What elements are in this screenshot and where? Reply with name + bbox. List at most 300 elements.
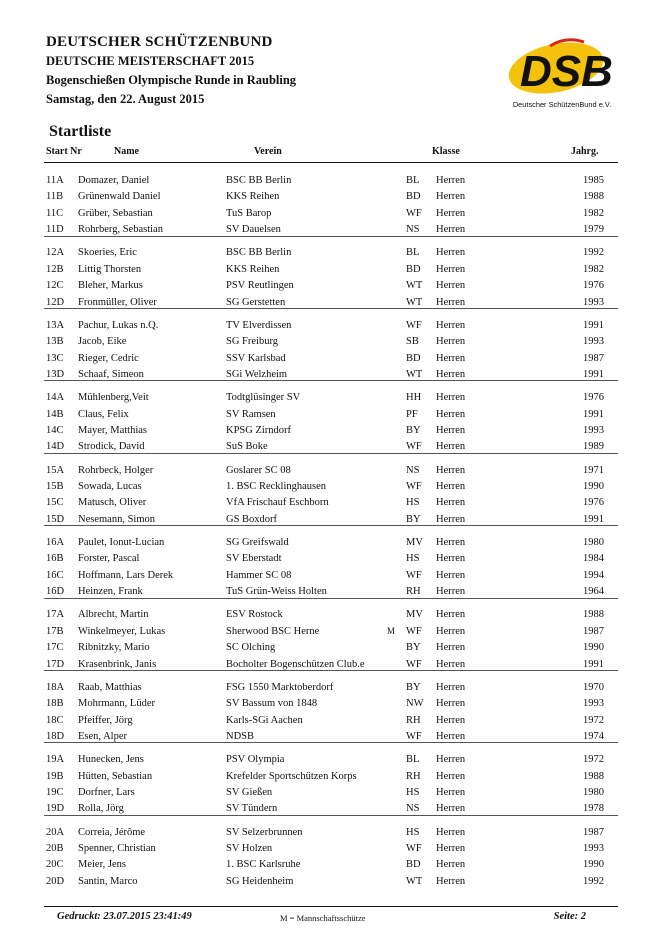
- state-association: WF: [406, 569, 422, 581]
- table-row: [0, 535, 665, 550]
- club-name: BSC BB Berlin: [226, 175, 292, 186]
- athlete-name: Matusch, Oliver: [78, 497, 147, 509]
- table-row: [0, 245, 665, 260]
- class: Herren: [436, 537, 466, 548]
- start-nr: 13C: [46, 352, 64, 364]
- event-date: Samstag, den 22. August 2015: [46, 92, 205, 106]
- col-header-verein: Verein: [254, 146, 282, 157]
- class: Herren: [436, 207, 466, 219]
- page-title: Startliste: [49, 123, 112, 140]
- birth-year: 1985: [583, 175, 604, 186]
- birth-year: 1984: [583, 553, 604, 565]
- start-nr: 13A: [46, 319, 65, 331]
- birth-year: 1972: [583, 714, 604, 726]
- athlete-name: Claus, Felix: [78, 408, 129, 420]
- table-row: [0, 479, 665, 494]
- state-association: PF: [406, 408, 418, 420]
- start-nr: 20D: [46, 875, 65, 887]
- club-name: SV Ramsen: [226, 408, 276, 420]
- club-name: KKS Reihen: [226, 191, 280, 203]
- table-row: [0, 769, 665, 784]
- table-row: [0, 607, 665, 622]
- start-nr: 17C: [46, 642, 64, 654]
- state-association: WF: [406, 207, 422, 219]
- start-nr: 18D: [46, 731, 65, 742]
- club-name: SV Holzen: [226, 843, 273, 854]
- birth-year: 1993: [583, 425, 604, 436]
- team-shooter-legend: M = Mannschaftsschütze: [280, 913, 366, 923]
- header-divider: [44, 162, 618, 163]
- col-header-start-nr: Start Nr: [46, 146, 82, 157]
- athlete-name: Heinzen, Frank: [78, 586, 143, 598]
- class: Herren: [436, 642, 466, 654]
- state-association: NW: [406, 698, 424, 710]
- club-name: TuS Barop: [226, 207, 272, 219]
- class: Herren: [436, 224, 466, 236]
- state-association: RH: [406, 770, 421, 782]
- start-nr: 11B: [46, 191, 64, 203]
- club-name: Hammer SC 08: [226, 569, 292, 581]
- birth-year: 1990: [583, 859, 604, 871]
- club-name: ESV Rostock: [226, 609, 283, 621]
- state-association: BY: [406, 513, 421, 525]
- athlete-name: Grüber, Sebastian: [78, 207, 153, 219]
- club-name: SV Tündern: [226, 803, 278, 815]
- athlete-name: Mohrmann, Lüder: [78, 698, 155, 710]
- class: Herren: [436, 586, 466, 598]
- birth-year: 1971: [583, 464, 604, 476]
- table-row: [0, 568, 665, 583]
- athlete-name: Dorfner, Lars: [78, 787, 135, 798]
- state-association: BD: [406, 263, 421, 275]
- birth-year: 1987: [583, 625, 604, 637]
- birth-year: 1991: [583, 369, 604, 380]
- start-nr: 16C: [46, 569, 64, 581]
- class: Herren: [436, 464, 466, 476]
- athlete-name: Rolla, Jörg: [78, 803, 124, 815]
- athlete-name: Ribnitzky, Mario: [78, 642, 150, 654]
- class: Herren: [436, 770, 466, 782]
- start-nr: 18A: [46, 681, 65, 693]
- athlete-name: Pachur, Lukas n.Q.: [78, 319, 159, 331]
- dsb-logo-mark: [506, 34, 618, 100]
- club-name: KPSG Zirndorf: [226, 425, 292, 436]
- start-nr: 19B: [46, 770, 64, 782]
- club-name: SC Olching: [226, 642, 276, 654]
- class: Herren: [436, 392, 466, 404]
- athlete-name: Forster, Pascal: [78, 553, 140, 565]
- birth-year: 1992: [583, 247, 604, 259]
- class: Herren: [436, 698, 466, 710]
- athlete-name: Grünenwald Daniel: [78, 191, 161, 203]
- athlete-name: Winkelmeyer, Lukas: [78, 625, 166, 637]
- table-row: [0, 495, 665, 510]
- class: Herren: [436, 408, 466, 420]
- start-nr: 17D: [46, 658, 65, 670]
- class: Herren: [436, 441, 466, 453]
- start-nr: 19A: [46, 754, 65, 766]
- start-nr: 14B: [46, 408, 64, 420]
- start-nr: 17A: [46, 609, 65, 621]
- club-name: Karls-SGi Aachen: [226, 714, 303, 726]
- state-association: RH: [406, 714, 421, 726]
- club-name: SG Heidenheim: [226, 875, 294, 887]
- club-name: SV Bassum von 1848: [226, 698, 318, 710]
- start-nr: 12B: [46, 263, 64, 275]
- class: Herren: [436, 191, 466, 203]
- state-association: BD: [406, 191, 421, 203]
- athlete-name: Rohrberg, Sebastian: [78, 224, 163, 236]
- start-nr: 19D: [46, 803, 65, 815]
- dsb-logo-subtitle: Deutscher SchützenBund e.V.: [512, 100, 612, 109]
- club-name: Goslarer SC 08: [226, 464, 291, 476]
- state-association: BD: [406, 352, 421, 364]
- athlete-name: Paulet, Ionut-Lucian: [78, 537, 165, 548]
- class: Herren: [436, 609, 466, 621]
- state-association: BY: [406, 642, 421, 654]
- birth-year: 1982: [583, 207, 604, 219]
- team-marker: M: [387, 625, 396, 636]
- class: Herren: [436, 247, 466, 259]
- state-association: BY: [406, 681, 421, 693]
- table-row: [0, 825, 665, 840]
- start-nr: 14D: [46, 441, 65, 453]
- birth-year: 1991: [583, 658, 604, 670]
- athlete-name: Strodick, David: [78, 441, 145, 453]
- table-row: [0, 696, 665, 711]
- birth-year: 1972: [583, 754, 604, 766]
- group-divider: [44, 742, 618, 743]
- athlete-name: Correia, Jérôme: [78, 826, 146, 838]
- table-row: [0, 680, 665, 695]
- start-nr: 16D: [46, 586, 65, 598]
- start-nr: 13B: [46, 336, 64, 348]
- start-nr: 20A: [46, 826, 65, 838]
- birth-year: 1976: [583, 392, 604, 404]
- birth-year: 1987: [583, 352, 604, 364]
- group-divider: [44, 598, 618, 599]
- table-row: [0, 640, 665, 655]
- club-name: Todtglüsinger SV: [226, 392, 301, 404]
- start-nr: 15C: [46, 497, 64, 509]
- birth-year: 1987: [583, 826, 604, 838]
- state-association: WF: [406, 625, 422, 637]
- start-nr: 13D: [46, 369, 65, 380]
- birth-year: 1988: [583, 609, 604, 621]
- class: Herren: [436, 369, 466, 380]
- birth-year: 1980: [583, 537, 604, 548]
- start-nr: 18C: [46, 714, 64, 726]
- table-row: [0, 874, 665, 889]
- athlete-name: Littig Thorsten: [78, 263, 142, 275]
- class: Herren: [436, 875, 466, 887]
- birth-year: 1992: [583, 875, 604, 887]
- club-name: VfA Frischauf Eschborn: [226, 497, 329, 509]
- birth-year: 1990: [583, 481, 604, 492]
- table-row: [0, 551, 665, 566]
- class: Herren: [436, 352, 466, 364]
- club-name: KKS Reihen: [226, 263, 280, 275]
- birth-year: 1970: [583, 681, 604, 693]
- class: Herren: [436, 787, 466, 798]
- class: Herren: [436, 553, 466, 565]
- athlete-name: Raab, Matthias: [78, 681, 142, 693]
- class: Herren: [436, 425, 466, 436]
- class: Herren: [436, 681, 466, 693]
- document-header: [46, 33, 296, 109]
- athlete-name: Bleher, Markus: [78, 280, 143, 292]
- table-row: [0, 206, 665, 221]
- athlete-name: Jacob, Eike: [78, 336, 127, 348]
- club-name: SV Eberstadt: [226, 553, 282, 565]
- club-name: BSC BB Berlin: [226, 247, 292, 259]
- birth-year: 1988: [583, 770, 604, 782]
- club-name: GS Boxdorf: [226, 513, 278, 525]
- event-title: Bogenschießen Olympische Runde in Raubling: [46, 73, 297, 87]
- start-nr: 20C: [46, 859, 64, 871]
- state-association: HS: [406, 787, 420, 798]
- state-association: NS: [406, 224, 420, 236]
- birth-year: 1993: [583, 843, 604, 854]
- club-name: 1. BSC Recklinghausen: [226, 481, 327, 492]
- club-name: SGi Welzheim: [226, 369, 288, 380]
- class: Herren: [436, 296, 466, 308]
- birth-year: 1993: [583, 698, 604, 710]
- class: Herren: [436, 843, 466, 854]
- birth-year: 1988: [583, 191, 604, 203]
- group-divider: [44, 380, 618, 381]
- birth-year: 1974: [583, 731, 604, 742]
- birth-year: 1978: [583, 803, 604, 815]
- page-number: Seite: 2: [553, 911, 586, 922]
- athlete-name: Schaaf, Simeon: [78, 369, 144, 380]
- dsb-logo-letters: DSB: [520, 47, 613, 96]
- class: Herren: [436, 497, 466, 509]
- class: Herren: [436, 336, 466, 348]
- class: Herren: [436, 731, 466, 742]
- group-divider: [44, 815, 618, 816]
- start-nr: 12C: [46, 280, 64, 292]
- state-association: MV: [406, 609, 423, 621]
- club-name: SV Selzerbrunnen: [226, 826, 303, 838]
- state-association: WT: [406, 369, 423, 380]
- class: Herren: [436, 319, 466, 331]
- state-association: WF: [406, 319, 422, 331]
- athlete-name: Meier, Jens: [78, 859, 126, 871]
- group-divider: [44, 525, 618, 526]
- club-name: SV Dauelsen: [226, 224, 281, 236]
- table-row: [0, 624, 665, 639]
- table-row: [0, 423, 665, 438]
- class: Herren: [436, 714, 466, 726]
- table-row: [0, 390, 665, 405]
- start-nr: 15A: [46, 464, 65, 476]
- group-divider: [44, 453, 618, 454]
- class: Herren: [436, 513, 466, 525]
- col-header-name: Name: [114, 146, 139, 157]
- state-association: MV: [406, 537, 423, 548]
- start-nr: 11D: [46, 224, 64, 236]
- athlete-name: Krasenbrink, Janis: [78, 658, 157, 670]
- table-row: [0, 713, 665, 728]
- club-name: SSV Karlsbad: [226, 352, 286, 364]
- state-association: BY: [406, 425, 421, 436]
- start-nr: 16B: [46, 553, 64, 565]
- state-association: HH: [406, 392, 422, 404]
- athlete-name: Rohrbeck, Holger: [78, 464, 154, 476]
- table-row: [0, 334, 665, 349]
- athlete-name: Nesemann, Simon: [78, 513, 155, 525]
- championship-title: DEUTSCHE MEISTERSCHAFT 2015: [46, 54, 255, 68]
- class: Herren: [436, 175, 466, 186]
- group-divider: [44, 236, 618, 237]
- start-nr: 11A: [46, 175, 64, 186]
- birth-year: 1980: [583, 787, 604, 798]
- start-nr: 11C: [46, 207, 64, 219]
- table-row: [0, 407, 665, 422]
- start-nr: 17B: [46, 625, 64, 637]
- state-association: NS: [406, 464, 420, 476]
- athlete-name: Hütten, Sebastian: [78, 770, 153, 782]
- club-name: 1. BSC Karlsruhe: [226, 859, 301, 871]
- birth-year: 1993: [583, 336, 604, 348]
- birth-year: 1982: [583, 263, 604, 275]
- athlete-name: Albrecht, Martin: [78, 609, 149, 621]
- state-association: WF: [406, 658, 422, 670]
- birth-year: 1991: [583, 513, 604, 525]
- state-association: BL: [406, 175, 420, 186]
- start-nr: 12D: [46, 296, 65, 308]
- club-name: Sherwood BSC Herne: [226, 625, 320, 637]
- club-name: PSV Olympia: [226, 754, 285, 766]
- start-nr: 14A: [46, 392, 65, 404]
- club-name: NDSB: [226, 731, 255, 742]
- class: Herren: [436, 658, 466, 670]
- dsb-logo: [506, 34, 618, 116]
- state-association: HS: [406, 826, 420, 838]
- athlete-name: Rieger, Cedric: [78, 352, 139, 364]
- start-nr: 14C: [46, 425, 64, 436]
- state-association: NS: [406, 803, 420, 815]
- birth-year: 1976: [583, 280, 604, 292]
- state-association: WT: [406, 280, 423, 292]
- state-association: BL: [406, 754, 420, 766]
- birth-year: 1993: [583, 296, 604, 308]
- class: Herren: [436, 754, 466, 766]
- state-association: RH: [406, 586, 421, 598]
- birth-year: 1990: [583, 642, 604, 654]
- athlete-name: Santin, Marco: [78, 875, 138, 887]
- class: Herren: [436, 569, 466, 581]
- club-name: SG Gerstetten: [226, 296, 286, 308]
- state-association: WF: [406, 441, 422, 453]
- state-association: WF: [406, 731, 422, 742]
- class: Herren: [436, 625, 466, 637]
- start-nr: 20B: [46, 843, 64, 854]
- state-association: WF: [406, 843, 422, 854]
- col-header-klasse: Klasse: [432, 146, 460, 157]
- birth-year: 1964: [583, 586, 604, 598]
- state-association: BL: [406, 247, 420, 259]
- state-association: WT: [406, 875, 423, 887]
- table-row: [0, 463, 665, 478]
- start-nr: 15B: [46, 481, 64, 492]
- athlete-name: Fronmüller, Oliver: [78, 296, 157, 308]
- birth-year: 1991: [583, 319, 604, 331]
- athlete-name: Domazer, Daniel: [78, 175, 150, 186]
- class: Herren: [436, 826, 466, 838]
- table-row: [0, 841, 665, 856]
- start-nr: 19C: [46, 787, 64, 798]
- state-association: BD: [406, 859, 421, 871]
- birth-year: 1991: [583, 408, 604, 420]
- club-name: TV Elverdissen: [226, 319, 292, 331]
- col-header-jahrg: Jahrg.: [571, 146, 599, 157]
- state-association: HS: [406, 553, 420, 565]
- table-row: [0, 752, 665, 767]
- footer-divider: [44, 906, 618, 907]
- class: Herren: [436, 481, 466, 492]
- table-row: [0, 857, 665, 872]
- start-nr: 18B: [46, 698, 64, 710]
- class: Herren: [436, 803, 466, 815]
- birth-year: 1989: [583, 441, 604, 453]
- club-name: SuS Boke: [226, 441, 268, 453]
- table-row: [0, 785, 665, 800]
- group-divider: [44, 308, 618, 309]
- start-nr: 16A: [46, 537, 65, 548]
- table-row: [0, 278, 665, 293]
- class: Herren: [436, 263, 466, 275]
- table-row: [0, 262, 665, 277]
- state-association: HS: [406, 497, 420, 509]
- table-row: [0, 318, 665, 333]
- class: Herren: [436, 280, 466, 292]
- athlete-name: Hoffmann, Lars Derek: [78, 569, 174, 581]
- athlete-name: Pfeiffer, Jörg: [78, 714, 133, 726]
- class: Herren: [436, 859, 466, 871]
- athlete-name: Spenner, Christian: [78, 843, 156, 854]
- table-row: [0, 173, 665, 188]
- table-row: [0, 189, 665, 204]
- birth-year: 1976: [583, 497, 604, 509]
- state-association: SB: [406, 336, 419, 348]
- athlete-name: Hunecken, Jens: [78, 754, 144, 766]
- federation-title: DEUTSCHER SCHÜTZENBUND: [46, 34, 273, 50]
- start-nr: 12A: [46, 247, 65, 259]
- athlete-name: Mühlenberg,Veit: [78, 392, 149, 404]
- athlete-name: Sowada, Lucas: [78, 481, 142, 492]
- athlete-name: Mayer, Matthias: [78, 425, 147, 436]
- athlete-name: Esen, Alper: [78, 731, 127, 742]
- printed-timestamp: Gedruckt: 23.07.2015 23:41:49: [57, 911, 192, 922]
- state-association: WF: [406, 481, 422, 492]
- club-name: SV Gießen: [226, 787, 273, 798]
- club-name: FSG 1550 Marktoberdorf: [226, 681, 334, 693]
- club-name: Bocholter Bogenschützen Club.e: [226, 658, 365, 670]
- club-name: PSV Reutlingen: [226, 280, 294, 292]
- club-name: TuS Grün-Weiss Holten: [226, 586, 327, 598]
- start-nr: 15D: [46, 513, 65, 525]
- table-row: [0, 351, 665, 366]
- birth-year: 1994: [583, 569, 604, 581]
- birth-year: 1979: [583, 224, 604, 236]
- club-name: SG Freiburg: [226, 336, 279, 348]
- club-name: SG Greifswald: [226, 537, 289, 548]
- club-name: Krefelder Sportschützen Korps: [226, 770, 357, 782]
- state-association: WT: [406, 296, 423, 308]
- athlete-name: Skoeries, Eric: [78, 247, 137, 259]
